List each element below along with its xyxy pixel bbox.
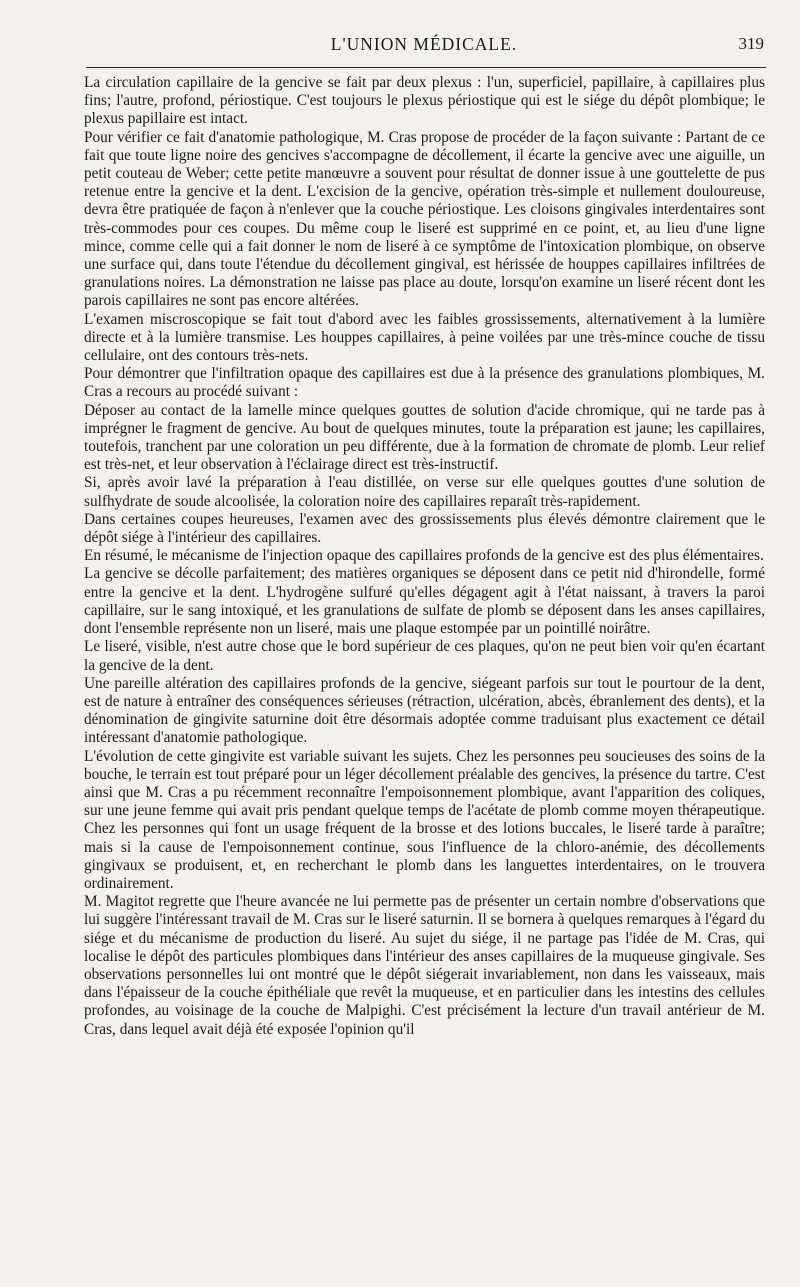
paragraph: Pour vérifier ce fait d'anatomie pathologique, M. Cras propose de procéder de la façon suivante : Partant de ce fait que toute ligne noire des gencives s'accompagne de décollement, il écarte la gencive avec une aiguille, un petit couteau de Weber; cette petite manœuvre a souvent pour résultat de donner issue à une gouttelette de pus retenue entre la gencive et la dent. L'excision de la gencive, opération très-simple et nullement douloureuse, devra être pratiquée de façon à n'enlever que la couche périostique. Les cloisons gingivales interdentaires sont très-commodes pour ces coupes. Du même coup le liseré est supprimé en ce point, et, au lieu d'une ligne mince, comme celle qui a fait donner le nom de liseré à ce symptôme de l'intoxication plombique, on observe une surface qui, dans toute l'étendue du décollement gingival, est hérissée de houppes capillaires infiltrées de granulations noires. La démonstration ne laisse pas place au doute, lorsqu'on examine un liseré récent dont les parois capillaires ne sont pas encore altérées. [84, 128, 765, 310]
paragraph: Le liseré, visible, n'est autre chose que le bord supérieur de ces plaques, qu'on ne peut bien voir qu'en écartant la gencive de la dent. [84, 638, 765, 674]
paragraph: Déposer au contact de la lamelle mince quelques gouttes de solution d'acide chromique, qui ne tarde pas à imprégner le fragment de gencive. Au bout de quelques minutes, toute la préparation est jaune; les capillaires, toutefois, tranchent par une coloration un peu différente, due à la formation de chromate de plomb. Leur relief est très-net, et leur observation à l'éclairage direct est très-instructif. [84, 401, 765, 474]
paragraph: La circulation capillaire de la gencive se fait par deux plexus : l'un, superficiel, papillaire, à capillaires plus fins; l'autre, profond, périostique. C'est toujours le plexus périostique qui est le siége du dépôt plombique; le plexus papillaire est intact. [84, 74, 765, 128]
body-text [84, 74, 765, 1039]
paragraph: Une pareille altération des capillaires profonds de la gencive, siégeant parfois sur tout le pourtour de la dent, est de nature à entraîner des conséquences sérieuses (rétraction, ulcération, abcès, ébranlement des dents), et la dénomination de gingivite saturnine doit être désormais adoptée comme traduisant plus exactement ce détail intéressant d'anatomie pathologique. [84, 674, 765, 747]
journal-title: L'UNION MÉDICALE. [330, 34, 518, 54]
running-header [84, 32, 764, 58]
paragraph: En résumé, le mécanisme de l'injection opaque des capillaires profonds de la gencive est des plus élémentaires. [84, 547, 764, 565]
paragraph: La gencive se décolle parfaitement; des matières organiques se déposent dans ce petit nid d'hirondelle, formé entre la gencive et la dent. L'hydrogène sulfuré qu'elles dégagent agit à l'état naissant, à travers la paroi capillaire, sur le sang intoxiqué, et les granulations de sulfate de plomb se déposent dans les anses capillaires, dont l'ensemble représente non un liseré, mais une plaque estompée par un pointillé noirâtre. [84, 565, 765, 638]
page-number: 319 [738, 34, 764, 53]
paragraph: Pour démontrer que l'infiltration opaque des capillaires est due à la présence des granulations plombiques, M. Cras a recours au procédé suivant : [84, 365, 765, 401]
header-rule [86, 67, 766, 68]
paragraph: L'examen miscroscopique se fait tout d'abord avec les faibles grossissements, alternativement à la lumière directe et à la lumière transmise. Les houppes capillaires, à peine voilées par une très-mince couche de tissu cellulaire, ont des contours très-nets. [84, 310, 765, 365]
paragraph: Dans certaines coupes heureuses, l'examen avec des grossissements plus élevés démontre clairement que le dépôt siége à l'intérieur des capillaires. [84, 510, 765, 547]
paragraph: Si, après avoir lavé la préparation à l'eau distillée, on verse sur elle quelques gouttes d'une solution de sulfhydrate de soude alcoolisée, la coloration noire des capillaires reparaît très-rapidement. [84, 474, 765, 510]
paragraph: M. Magitot regrette que l'heure avancée ne lui permette pas de présenter un certain nombre d'observations que lui suggère l'intéressant travail de M. Cras sur le liseré saturnin. Il se bornera à quelques remarques à l'égard du siége et du mécanisme de production du liseré. Au sujet du siége, il ne partage pas l'idée de M. Cras, qui localise le dépôt des particules plombiques dans l'intérieur des anses capillaires de la muqueuse gingivale. Ses observations personnelles lui ont montré que le dépôt siégerait invariablement, non dans les vaisseaux, mais dans l'épaisseur de la couche épithéliale que revêt la muqueuse, et en particulier dans les intestins des cellules profondes, au voisinage de la couche de Malpighi. C'est précisément la lecture d'un travail antérieur de M. Cras, dans lequel avait déjà été exposée l'opinion qu'il [84, 893, 765, 1038]
paragraph: L'évolution de cette gingivite est variable suivant les sujets. Chez les personnes peu soucieuses des soins de la bouche, le terrain est tout préparé pour un léger décollement préalable des gencives, la présence du tartre. C'est ainsi que M. Cras a pu récemment reconnaître l'empoisonnement plombique, avant l'apparition des coliques, sur une jeune femme qui avait pris pendant quelque temps de l'acétate de plomb comme moyen thérapeutique. Chez les personnes qui font un usage fréquent de la brosse et des lotions buccales, le liseré tarde à paraître; mais si la cause de l'empoisonnement continue, sous l'influence de la chloro-anémie, des décollements gingivaux se produisent, et, en recherchant le plomb dans les languettes interdentaires, on le trouvera ordinairement. [84, 747, 765, 892]
